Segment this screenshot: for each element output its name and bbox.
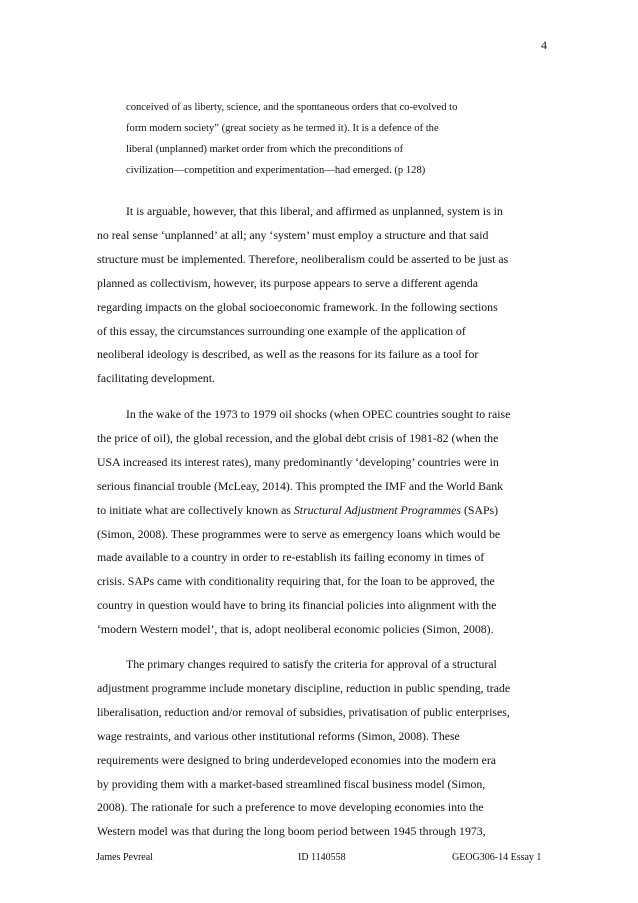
- footer-course: GEOG306-14 Essay 1: [452, 852, 542, 863]
- paragraph-line: It is arguable, however, that this liberal, and affirmed as unplanned, system is in: [126, 204, 503, 218]
- paragraph-3: [97, 653, 547, 844]
- quote-line: conceived of as liberty, science, and the spontaneous orders that co-evolved to: [126, 102, 458, 113]
- paragraph-line: of this essay, the circumstances surrounding one example of the application of: [97, 323, 466, 338]
- paragraph-line: structure must be implemented. Therefore, neoliberalism could be asserted to be just as: [97, 251, 509, 266]
- paragraph-line: the price of oil), the global recession, and the global debt crisis of 1981-82 (when the: [97, 430, 499, 445]
- paragraph-line: adjustment programme include monetary discipline, reduction in public spending, trade: [97, 680, 511, 695]
- page-number: 4: [541, 38, 547, 52]
- footer-author: James Pevreal: [96, 852, 153, 863]
- paragraph-line: country in question would have to bring its financial policies into alignment with the: [97, 598, 497, 613]
- paragraph-line: no real sense ‘unplanned’ at all; any ‘system’ must employ a structure and that said: [97, 227, 489, 242]
- paragraph-line: by providing them with a market-based streamlined fiscal business model (Simon,: [97, 776, 486, 791]
- paragraph-line: planned as collectivism, however, its purpose appears to serve a different agenda: [97, 275, 478, 290]
- paragraph-line-with-term: [97, 499, 547, 523]
- block-quote: [126, 97, 556, 181]
- footer-id: ID 1140558: [298, 852, 346, 863]
- paragraph-line: The primary changes required to satisfy the criteria for approval of a structural: [126, 657, 497, 671]
- quote-line: liberal (unplanned) market order from which the preconditions of: [126, 144, 404, 155]
- paragraph-line-text: to initiate what are collectively known as: [97, 502, 294, 517]
- paragraph-line: liberalisation, reduction and/or removal of subsidies, privatisation of public enterprises,: [97, 704, 510, 719]
- paragraph-line: ‘modern Western model’, that is, adopt neoliberal economic policies (Simon, 2008).: [97, 622, 494, 637]
- paragraph-line: made available to a country in order to re-establish its failing economy in times of: [97, 550, 485, 565]
- paragraph-line: facilitating development.: [97, 371, 215, 386]
- italic-term: Structural Adjustment Programmes: [293, 502, 462, 517]
- paragraph-2: [97, 403, 547, 642]
- paragraph-line: neoliberal ideology is described, as well as the reasons for its failure as a tool for: [97, 347, 479, 362]
- paragraph-line: (Simon, 2008). These programmes were to serve as emergency loans which would be: [97, 526, 501, 541]
- paragraph-line: USA increased its interest rates), many predominantly ‘developing’ countries were in: [97, 454, 499, 469]
- paragraph-line: crisis. SAPs came with conditionality requiring that, for the loan to be approved, the: [97, 574, 495, 589]
- paragraph-line: 2008). The rationale for such a preference to move developing economies into the: [97, 800, 484, 815]
- term-abbreviation: (SAPs): [461, 502, 499, 517]
- quote-line: civilization—competition and experimentation—had emerged. (p 128): [126, 165, 426, 176]
- paragraph-line: requirements were designed to bring underdeveloped economies into the modern era: [97, 752, 496, 767]
- paragraph-line: regarding impacts on the global socioeconomic framework. In the following sections: [97, 299, 498, 314]
- paragraph-line: Western model was that during the long boom period between 1945 through 1973,: [97, 824, 486, 839]
- paragraph-line: In the wake of the 1973 to 1979 oil shocks (when OPEC countries sought to raise: [126, 407, 511, 421]
- paragraph-line: wage restraints, and various other institutional reforms (Simon, 2008). These: [97, 728, 460, 743]
- paragraph-line: serious financial trouble (McLeay, 2014). This prompted the IMF and the World Bank: [97, 478, 504, 493]
- quote-line: form modern society” (great society as he termed it). It is a defence of the: [126, 123, 439, 134]
- paragraph-1: [97, 200, 547, 391]
